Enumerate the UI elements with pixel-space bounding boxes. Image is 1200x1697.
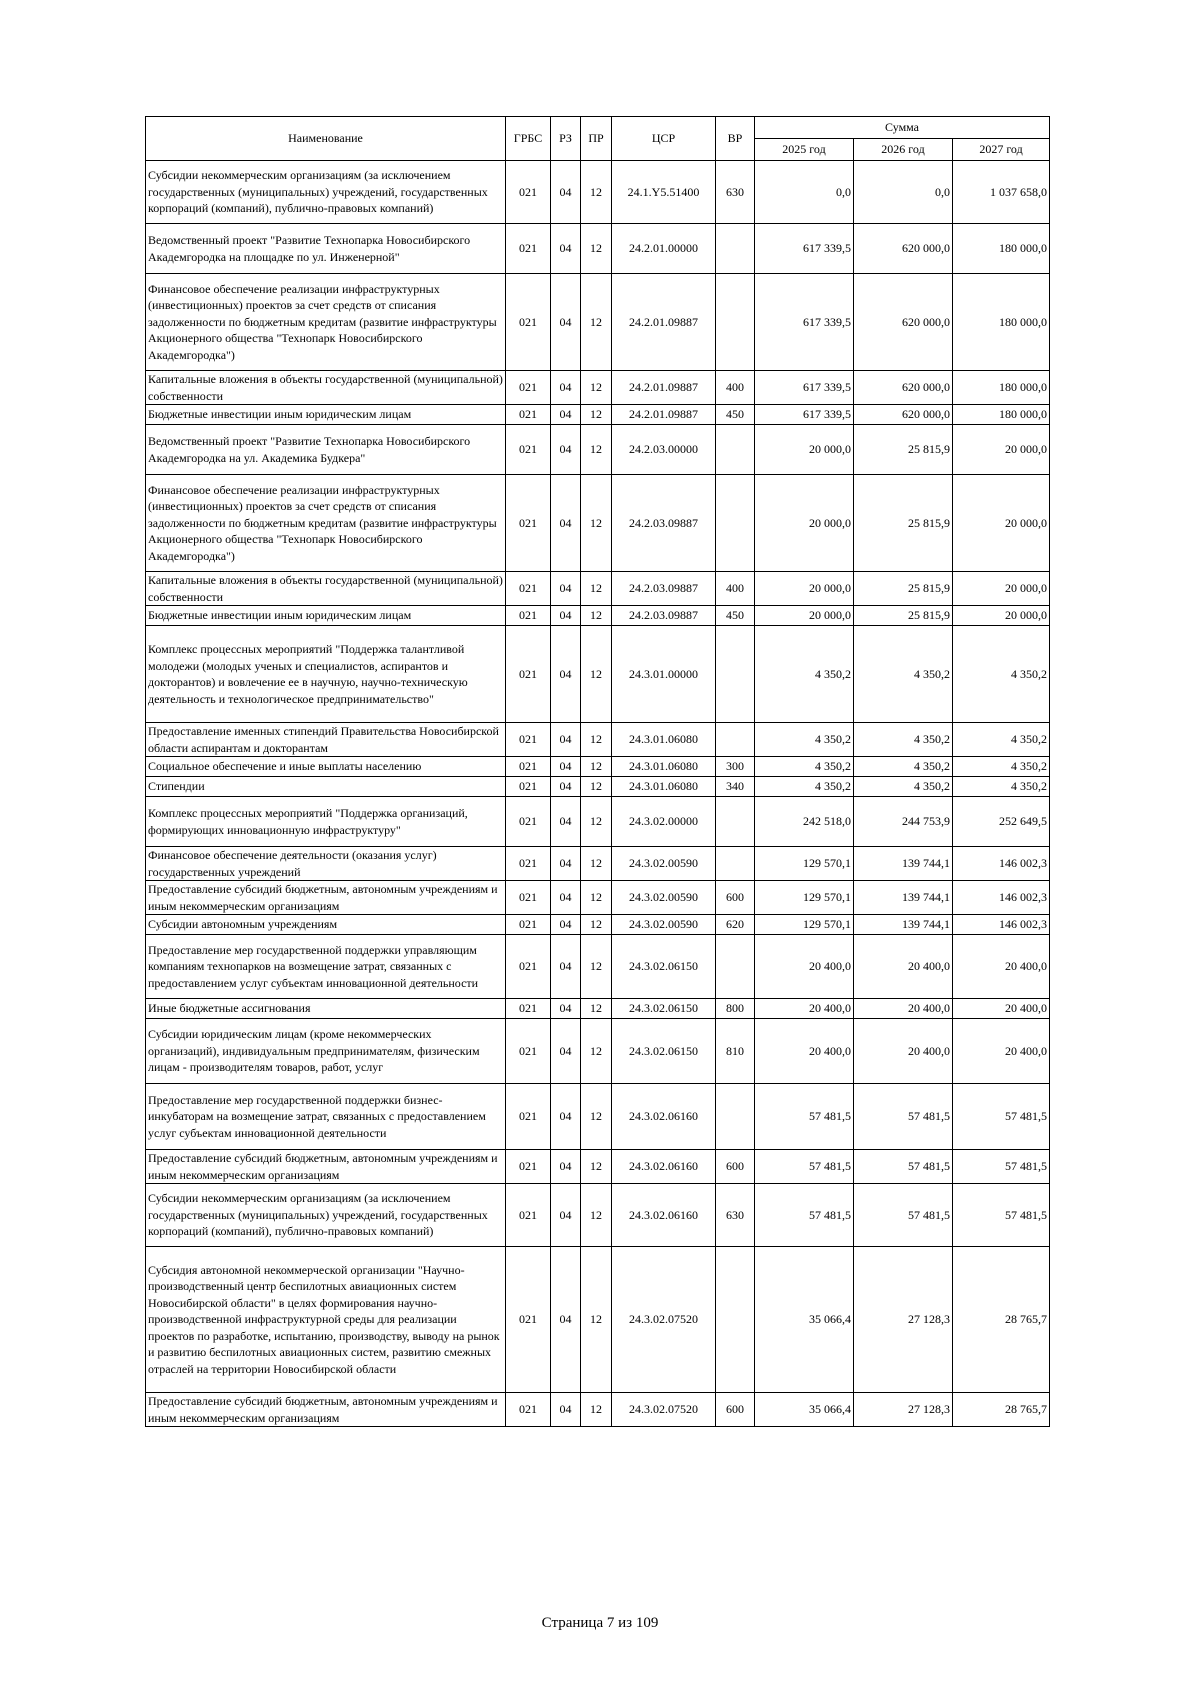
row-sum-2026: 4 350,2 bbox=[854, 777, 953, 797]
row-sum-2025: 617 339,5 bbox=[755, 224, 854, 274]
row-vr: 400 bbox=[716, 572, 755, 606]
row-rz: 04 bbox=[551, 797, 581, 847]
row-rz: 04 bbox=[551, 425, 581, 475]
row-csr: 24.3.01.06080 bbox=[612, 723, 716, 757]
table-row bbox=[146, 161, 1050, 224]
row-name: Предоставление мер государственной поддержки управляющим компаниям технопарков на возмещение затрат, связанных с предоставлением услуг субъектам инновационной деятельности bbox=[146, 935, 506, 999]
row-grbs: 021 bbox=[506, 935, 551, 999]
row-name: Бюджетные инвестиции иным юридическим лицам bbox=[146, 405, 506, 425]
row-grbs: 021 bbox=[506, 405, 551, 425]
row-csr: 24.3.02.00000 bbox=[612, 797, 716, 847]
row-name: Предоставление субсидий бюджетным, автономным учреждениям и иным некоммерческим организациям bbox=[146, 881, 506, 915]
row-pr: 12 bbox=[581, 475, 612, 572]
row-pr: 12 bbox=[581, 915, 612, 935]
row-vr: 810 bbox=[716, 1019, 755, 1084]
row-grbs: 021 bbox=[506, 475, 551, 572]
row-vr: 450 bbox=[716, 405, 755, 425]
row-sum-2025: 617 339,5 bbox=[755, 405, 854, 425]
row-sum-2027: 180 000,0 bbox=[953, 274, 1050, 371]
row-name: Иные бюджетные ассигнования bbox=[146, 999, 506, 1019]
table-row bbox=[146, 572, 1050, 606]
row-csr: 24.2.01.09887 bbox=[612, 371, 716, 405]
row-vr bbox=[716, 935, 755, 999]
table-row bbox=[146, 1184, 1050, 1247]
row-pr: 12 bbox=[581, 999, 612, 1019]
row-vr: 450 bbox=[716, 606, 755, 626]
row-sum-2025: 242 518,0 bbox=[755, 797, 854, 847]
row-csr: 24.3.02.06150 bbox=[612, 935, 716, 999]
row-sum-2027: 180 000,0 bbox=[953, 371, 1050, 405]
row-rz: 04 bbox=[551, 1393, 581, 1427]
row-rz: 04 bbox=[551, 224, 581, 274]
row-csr: 24.2.01.09887 bbox=[612, 405, 716, 425]
row-name: Стипендии bbox=[146, 777, 506, 797]
row-csr: 24.3.02.06150 bbox=[612, 1019, 716, 1084]
row-sum-2027: 57 481,5 bbox=[953, 1084, 1050, 1150]
row-rz: 04 bbox=[551, 935, 581, 999]
row-vr: 600 bbox=[716, 1393, 755, 1427]
row-grbs: 021 bbox=[506, 1184, 551, 1247]
row-grbs: 021 bbox=[506, 1247, 551, 1393]
row-grbs: 021 bbox=[506, 915, 551, 935]
row-sum-2025: 4 350,2 bbox=[755, 757, 854, 777]
table-row bbox=[146, 606, 1050, 626]
header-name: Наименование bbox=[146, 117, 506, 161]
row-sum-2026: 25 815,9 bbox=[854, 475, 953, 572]
row-vr bbox=[716, 723, 755, 757]
row-vr: 600 bbox=[716, 1150, 755, 1184]
row-rz: 04 bbox=[551, 881, 581, 915]
row-sum-2026: 620 000,0 bbox=[854, 371, 953, 405]
row-sum-2025: 35 066,4 bbox=[755, 1393, 854, 1427]
row-pr: 12 bbox=[581, 161, 612, 224]
row-name: Ведомственный проект "Развитие Технопарка Новосибирского Академгородка на ул. Академика Будкера" bbox=[146, 425, 506, 475]
row-sum-2026: 20 400,0 bbox=[854, 1019, 953, 1084]
row-grbs: 021 bbox=[506, 723, 551, 757]
row-sum-2027: 146 002,3 bbox=[953, 915, 1050, 935]
row-pr: 12 bbox=[581, 371, 612, 405]
row-sum-2027: 57 481,5 bbox=[953, 1150, 1050, 1184]
table-row bbox=[146, 935, 1050, 999]
row-csr: 24.2.01.09887 bbox=[612, 274, 716, 371]
header-vr: ВР bbox=[716, 117, 755, 161]
row-sum-2026: 244 753,9 bbox=[854, 797, 953, 847]
row-name: Субсидии некоммерческим организациям (за исключением государственных (муниципальных) учреждений, государственных корпораций (компаний), публично-правовых компаний) bbox=[146, 161, 506, 224]
row-rz: 04 bbox=[551, 915, 581, 935]
row-name: Финансовое обеспечение реализации инфраструктурных (инвестиционных) проектов за счет средств от списания задолженности по бюджетным кредитам (развитие инфраструктуры Акционерного общества "Технопарк Новосибирского Академгородка") bbox=[146, 274, 506, 371]
row-sum-2026: 20 400,0 bbox=[854, 999, 953, 1019]
row-grbs: 021 bbox=[506, 626, 551, 723]
row-csr: 24.3.02.07520 bbox=[612, 1393, 716, 1427]
row-vr bbox=[716, 847, 755, 881]
row-sum-2026: 139 744,1 bbox=[854, 847, 953, 881]
row-pr: 12 bbox=[581, 797, 612, 847]
row-vr bbox=[716, 425, 755, 475]
row-rz: 04 bbox=[551, 847, 581, 881]
table-row bbox=[146, 881, 1050, 915]
row-rz: 04 bbox=[551, 606, 581, 626]
row-pr: 12 bbox=[581, 626, 612, 723]
header-csr: ЦСР bbox=[612, 117, 716, 161]
row-sum-2026: 57 481,5 bbox=[854, 1150, 953, 1184]
row-sum-2027: 4 350,2 bbox=[953, 757, 1050, 777]
header-row bbox=[146, 117, 1050, 139]
row-sum-2027: 4 350,2 bbox=[953, 626, 1050, 723]
row-vr: 340 bbox=[716, 777, 755, 797]
row-pr: 12 bbox=[581, 1084, 612, 1150]
row-sum-2026: 4 350,2 bbox=[854, 723, 953, 757]
row-name: Предоставление мер государственной поддержки бизнес-инкубаторам на возмещение затрат, связанных с предоставлением услуг субъектам инновационной деятельности bbox=[146, 1084, 506, 1150]
row-sum-2025: 129 570,1 bbox=[755, 915, 854, 935]
row-sum-2026: 57 481,5 bbox=[854, 1084, 953, 1150]
row-sum-2027: 146 002,3 bbox=[953, 847, 1050, 881]
row-sum-2027: 4 350,2 bbox=[953, 723, 1050, 757]
row-name: Предоставление субсидий бюджетным, автономным учреждениям и иным некоммерческим организациям bbox=[146, 1150, 506, 1184]
row-sum-2027: 146 002,3 bbox=[953, 881, 1050, 915]
row-grbs: 021 bbox=[506, 797, 551, 847]
row-vr bbox=[716, 626, 755, 723]
table-row bbox=[146, 777, 1050, 797]
row-grbs: 021 bbox=[506, 777, 551, 797]
row-csr: 24.2.01.00000 bbox=[612, 224, 716, 274]
table-body bbox=[146, 161, 1050, 1427]
row-sum-2026: 4 350,2 bbox=[854, 626, 953, 723]
header-sum: Сумма bbox=[755, 117, 1050, 139]
row-grbs: 021 bbox=[506, 224, 551, 274]
row-grbs: 021 bbox=[506, 881, 551, 915]
row-grbs: 021 bbox=[506, 606, 551, 626]
row-name: Субсидия автономной некоммерческой организации "Научно-производственный центр беспилотных авиационных систем Новосибирской области" в целях формирования научно-производственной инфраструктурной среды для реализации проектов по разработке, испытанию, производству, выводу на рынок и развитию беспилотных авиационных систем, развитию смежных отраслей на территории Новосибирской области bbox=[146, 1247, 506, 1393]
table-row bbox=[146, 1247, 1050, 1393]
row-sum-2027: 252 649,5 bbox=[953, 797, 1050, 847]
row-name: Финансовое обеспечение реализации инфраструктурных (инвестиционных) проектов за счет средств от списания задолженности по бюджетным кредитам (развитие инфраструктуры Акционерного общества "Технопарк Новосибирского Академгородка") bbox=[146, 475, 506, 572]
row-vr: 400 bbox=[716, 371, 755, 405]
row-csr: 24.2.03.09887 bbox=[612, 475, 716, 572]
row-sum-2027: 1 037 658,0 bbox=[953, 161, 1050, 224]
table-row bbox=[146, 371, 1050, 405]
row-sum-2025: 35 066,4 bbox=[755, 1247, 854, 1393]
row-sum-2026: 620 000,0 bbox=[854, 224, 953, 274]
row-pr: 12 bbox=[581, 723, 612, 757]
row-name: Капитальные вложения в объекты государственной (муниципальной) собственности bbox=[146, 371, 506, 405]
row-vr bbox=[716, 797, 755, 847]
row-grbs: 021 bbox=[506, 274, 551, 371]
row-sum-2026: 25 815,9 bbox=[854, 425, 953, 475]
row-vr bbox=[716, 1247, 755, 1393]
row-pr: 12 bbox=[581, 881, 612, 915]
row-pr: 12 bbox=[581, 1393, 612, 1427]
table-row bbox=[146, 405, 1050, 425]
row-pr: 12 bbox=[581, 935, 612, 999]
row-sum-2025: 129 570,1 bbox=[755, 881, 854, 915]
row-grbs: 021 bbox=[506, 161, 551, 224]
row-vr: 620 bbox=[716, 915, 755, 935]
row-csr: 24.2.03.09887 bbox=[612, 572, 716, 606]
row-rz: 04 bbox=[551, 757, 581, 777]
row-sum-2026: 25 815,9 bbox=[854, 606, 953, 626]
header-pr: ПР bbox=[581, 117, 612, 161]
row-sum-2026: 57 481,5 bbox=[854, 1184, 953, 1247]
row-rz: 04 bbox=[551, 475, 581, 572]
row-pr: 12 bbox=[581, 777, 612, 797]
row-csr: 24.3.02.00590 bbox=[612, 847, 716, 881]
row-rz: 04 bbox=[551, 1184, 581, 1247]
table-row bbox=[146, 1084, 1050, 1150]
row-csr: 24.3.02.06160 bbox=[612, 1084, 716, 1150]
row-name: Ведомственный проект "Развитие Технопарка Новосибирского Академгородка на площадке по ул. Инженерной" bbox=[146, 224, 506, 274]
row-name: Субсидии юридическим лицам (кроме некоммерческих организаций), индивидуальным предпринимателям, физическим лицам - производителям товаров, работ, услуг bbox=[146, 1019, 506, 1084]
row-sum-2027: 20 000,0 bbox=[953, 606, 1050, 626]
row-rz: 04 bbox=[551, 1150, 581, 1184]
row-csr: 24.3.02.00590 bbox=[612, 915, 716, 935]
row-sum-2025: 57 481,5 bbox=[755, 1184, 854, 1247]
row-vr bbox=[716, 224, 755, 274]
row-name: Бюджетные инвестиции иным юридическим лицам bbox=[146, 606, 506, 626]
table-row bbox=[146, 915, 1050, 935]
row-sum-2027: 180 000,0 bbox=[953, 224, 1050, 274]
row-grbs: 021 bbox=[506, 572, 551, 606]
row-sum-2026: 27 128,3 bbox=[854, 1247, 953, 1393]
row-pr: 12 bbox=[581, 274, 612, 371]
row-rz: 04 bbox=[551, 999, 581, 1019]
row-grbs: 021 bbox=[506, 757, 551, 777]
row-sum-2025: 0,0 bbox=[755, 161, 854, 224]
row-csr: 24.2.03.00000 bbox=[612, 425, 716, 475]
row-grbs: 021 bbox=[506, 371, 551, 405]
row-sum-2025: 20 000,0 bbox=[755, 425, 854, 475]
row-sum-2027: 57 481,5 bbox=[953, 1184, 1050, 1247]
row-sum-2027: 4 350,2 bbox=[953, 777, 1050, 797]
row-sum-2027: 20 400,0 bbox=[953, 999, 1050, 1019]
row-pr: 12 bbox=[581, 572, 612, 606]
row-sum-2025: 4 350,2 bbox=[755, 626, 854, 723]
row-sum-2025: 57 481,5 bbox=[755, 1084, 854, 1150]
row-sum-2027: 20 000,0 bbox=[953, 572, 1050, 606]
row-pr: 12 bbox=[581, 224, 612, 274]
row-sum-2025: 20 400,0 bbox=[755, 999, 854, 1019]
row-grbs: 021 bbox=[506, 847, 551, 881]
row-grbs: 021 bbox=[506, 1084, 551, 1150]
row-sum-2027: 20 400,0 bbox=[953, 935, 1050, 999]
header-rz: РЗ bbox=[551, 117, 581, 161]
table-row bbox=[146, 1393, 1050, 1427]
table-row bbox=[146, 1019, 1050, 1084]
row-sum-2026: 139 744,1 bbox=[854, 881, 953, 915]
row-csr: 24.3.02.00590 bbox=[612, 881, 716, 915]
row-rz: 04 bbox=[551, 626, 581, 723]
row-pr: 12 bbox=[581, 1184, 612, 1247]
table-row bbox=[146, 1150, 1050, 1184]
row-sum-2026: 0,0 bbox=[854, 161, 953, 224]
table-row bbox=[146, 847, 1050, 881]
row-csr: 24.3.01.06080 bbox=[612, 777, 716, 797]
row-vr: 630 bbox=[716, 1184, 755, 1247]
row-vr: 800 bbox=[716, 999, 755, 1019]
header-grbs: ГРБС bbox=[506, 117, 551, 161]
row-sum-2025: 617 339,5 bbox=[755, 371, 854, 405]
row-vr bbox=[716, 274, 755, 371]
row-name: Субсидии некоммерческим организациям (за исключением государственных (муниципальных) учреждений, государственных корпораций (компаний), публично-правовых компаний) bbox=[146, 1184, 506, 1247]
row-vr: 600 bbox=[716, 881, 755, 915]
row-name: Капитальные вложения в объекты государственной (муниципальной) собственности bbox=[146, 572, 506, 606]
row-vr bbox=[716, 475, 755, 572]
table-row bbox=[146, 626, 1050, 723]
row-sum-2026: 25 815,9 bbox=[854, 572, 953, 606]
row-sum-2025: 4 350,2 bbox=[755, 777, 854, 797]
table-row bbox=[146, 757, 1050, 777]
row-csr: 24.3.02.06160 bbox=[612, 1184, 716, 1247]
row-vr: 630 bbox=[716, 161, 755, 224]
row-pr: 12 bbox=[581, 606, 612, 626]
row-sum-2025: 129 570,1 bbox=[755, 847, 854, 881]
row-grbs: 021 bbox=[506, 1150, 551, 1184]
row-pr: 12 bbox=[581, 757, 612, 777]
row-sum-2027: 180 000,0 bbox=[953, 405, 1050, 425]
row-grbs: 021 bbox=[506, 1393, 551, 1427]
row-pr: 12 bbox=[581, 1150, 612, 1184]
row-rz: 04 bbox=[551, 777, 581, 797]
row-rz: 04 bbox=[551, 161, 581, 224]
row-name: Комплекс процессных мероприятий "Поддержка организаций, формирующих инновационную инфраструктуру" bbox=[146, 797, 506, 847]
table-row bbox=[146, 999, 1050, 1019]
header-2025: 2025 год bbox=[755, 139, 854, 161]
row-csr: 24.3.02.07520 bbox=[612, 1247, 716, 1393]
row-pr: 12 bbox=[581, 847, 612, 881]
row-rz: 04 bbox=[551, 1019, 581, 1084]
row-sum-2025: 57 481,5 bbox=[755, 1150, 854, 1184]
row-rz: 04 bbox=[551, 371, 581, 405]
row-sum-2026: 620 000,0 bbox=[854, 405, 953, 425]
row-sum-2027: 28 765,7 bbox=[953, 1393, 1050, 1427]
row-name: Предоставление именных стипендий Правительства Новосибирской области аспирантам и докторантам bbox=[146, 723, 506, 757]
row-grbs: 021 bbox=[506, 999, 551, 1019]
row-sum-2027: 20 400,0 bbox=[953, 1019, 1050, 1084]
row-csr: 24.3.01.06080 bbox=[612, 757, 716, 777]
row-rz: 04 bbox=[551, 405, 581, 425]
row-sum-2026: 4 350,2 bbox=[854, 757, 953, 777]
row-rz: 04 bbox=[551, 1084, 581, 1150]
row-pr: 12 bbox=[581, 425, 612, 475]
row-name: Комплекс процессных мероприятий "Поддержка талантливой молодежи (молодых ученых и специалистов, аспирантов и докторантов) и вовлечение ее в научную, научно-техническую деятельность и технологическое предпринимательство" bbox=[146, 626, 506, 723]
table-row bbox=[146, 274, 1050, 371]
table-row bbox=[146, 723, 1050, 757]
row-csr: 24.3.02.06160 bbox=[612, 1150, 716, 1184]
row-name: Субсидии автономным учреждениям bbox=[146, 915, 506, 935]
page-number: Страница 7 из 109 bbox=[541, 1615, 659, 1631]
header-2026: 2026 год bbox=[854, 139, 953, 161]
row-sum-2026: 20 400,0 bbox=[854, 935, 953, 999]
row-sum-2027: 20 000,0 bbox=[953, 425, 1050, 475]
row-sum-2025: 20 000,0 bbox=[755, 572, 854, 606]
row-sum-2025: 20 400,0 bbox=[755, 1019, 854, 1084]
row-vr bbox=[716, 1084, 755, 1150]
budget-table bbox=[145, 116, 1050, 1427]
table-row bbox=[146, 224, 1050, 274]
row-name: Финансовое обеспечение деятельности (оказания услуг) государственных учреждений bbox=[146, 847, 506, 881]
row-sum-2026: 27 128,3 bbox=[854, 1393, 953, 1427]
row-rz: 04 bbox=[551, 1247, 581, 1393]
row-csr: 24.3.01.00000 bbox=[612, 626, 716, 723]
row-csr: 24.2.03.09887 bbox=[612, 606, 716, 626]
row-sum-2025: 617 339,5 bbox=[755, 274, 854, 371]
row-grbs: 021 bbox=[506, 425, 551, 475]
row-sum-2025: 20 000,0 bbox=[755, 606, 854, 626]
table-row bbox=[146, 475, 1050, 572]
table-row bbox=[146, 797, 1050, 847]
header-2027: 2027 год bbox=[953, 139, 1050, 161]
row-sum-2025: 20 400,0 bbox=[755, 935, 854, 999]
table-row bbox=[146, 425, 1050, 475]
row-sum-2026: 139 744,1 bbox=[854, 915, 953, 935]
row-csr: 24.3.02.06150 bbox=[612, 999, 716, 1019]
row-grbs: 021 bbox=[506, 1019, 551, 1084]
row-sum-2025: 4 350,2 bbox=[755, 723, 854, 757]
row-sum-2027: 28 765,7 bbox=[953, 1247, 1050, 1393]
row-csr: 24.1.Y5.51400 bbox=[612, 161, 716, 224]
row-name: Предоставление субсидий бюджетным, автономным учреждениям и иным некоммерческим организациям bbox=[146, 1393, 506, 1427]
row-name: Социальное обеспечение и иные выплаты населению bbox=[146, 757, 506, 777]
row-rz: 04 bbox=[551, 723, 581, 757]
row-pr: 12 bbox=[581, 1247, 612, 1393]
row-sum-2025: 20 000,0 bbox=[755, 475, 854, 572]
row-sum-2027: 20 000,0 bbox=[953, 475, 1050, 572]
row-rz: 04 bbox=[551, 572, 581, 606]
row-rz: 04 bbox=[551, 274, 581, 371]
row-pr: 12 bbox=[581, 1019, 612, 1084]
row-sum-2026: 620 000,0 bbox=[854, 274, 953, 371]
row-pr: 12 bbox=[581, 405, 612, 425]
row-vr: 300 bbox=[716, 757, 755, 777]
